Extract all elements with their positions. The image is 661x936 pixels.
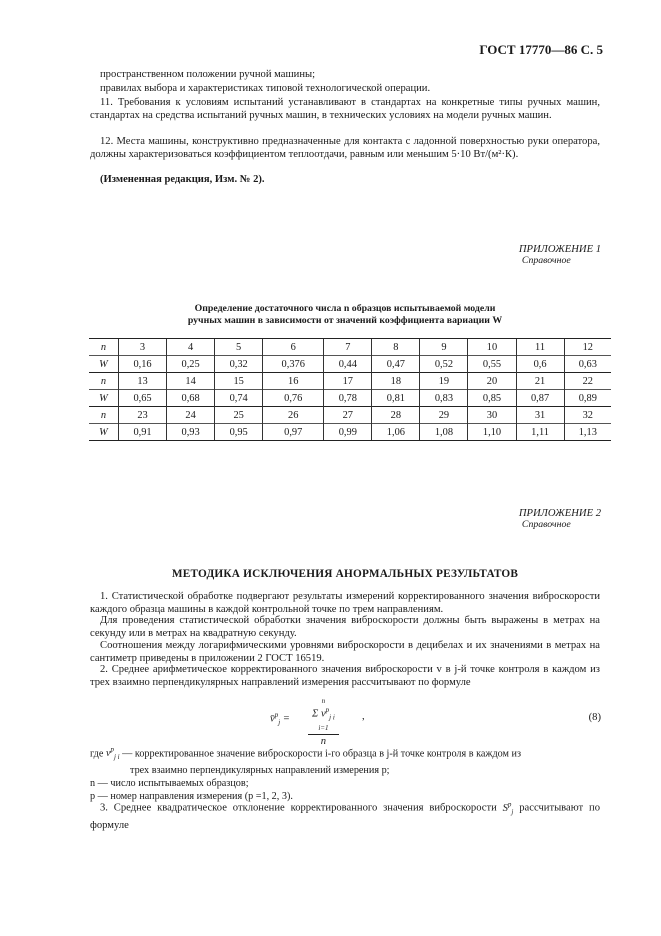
- table-cell: 20: [468, 373, 516, 390]
- table-cell: 29: [420, 407, 468, 424]
- table-cell: 0,76: [263, 390, 324, 407]
- table-cell: 5: [215, 339, 263, 356]
- appendix-2-title: ПРИЛОЖЕНИЕ 2: [518, 508, 601, 519]
- row-label: n: [89, 407, 119, 424]
- legend-v-row-2: трех взаимно перпендикулярных направлений измерения p;: [130, 765, 390, 777]
- table-cell: 0,81: [372, 390, 420, 407]
- table-row: [89, 390, 611, 407]
- table-cell: 15: [215, 373, 263, 390]
- legend-n-row: n — число испытываемых образцов;: [90, 778, 249, 790]
- table-row: [89, 407, 611, 424]
- table-cell: 4: [167, 339, 215, 356]
- table-title-line-2: ручных машин в зависимости от значений коэффициента вариации W: [187, 315, 503, 326]
- row-label: W: [89, 424, 119, 441]
- table-cell: 0,83: [420, 390, 468, 407]
- edit-note: (Измененная редакция, Изм. № 2).: [100, 174, 265, 185]
- table-cell: 0,93: [167, 424, 215, 441]
- table-cell: 1,13: [564, 424, 611, 441]
- table-cell: 27: [324, 407, 372, 424]
- table-cell: 6: [263, 339, 324, 356]
- table-cell: 21: [516, 373, 564, 390]
- formula-legend: [90, 744, 600, 803]
- table-cell: 0,65: [119, 390, 167, 407]
- table-cell: 0,78: [324, 390, 372, 407]
- table-cell: 1,06: [372, 424, 420, 441]
- text-line-2: правилах выбора и характеристиках типовой технологической операции.: [100, 83, 431, 94]
- table-row: [89, 424, 611, 441]
- appendix-1-title: ПРИЛОЖЕНИЕ 1: [518, 244, 601, 255]
- appendix-1-sub: Справочное: [521, 255, 571, 266]
- table-cell: 19: [420, 373, 468, 390]
- legend-v-row: где $v^p_{j i}$ — корректированное значение виброскорости i-го образца в j-й точке контроля в каждом из: [90, 746, 522, 762]
- table-cell: 9: [420, 339, 468, 356]
- table-cell: 23: [119, 407, 167, 424]
- table-cell: 31: [516, 407, 564, 424]
- method-title: МЕТОДИКА ИСКЛЮЧЕНИЯ АНОРМАЛЬНЫХ РЕЗУЛЬТАТОВ: [171, 568, 519, 580]
- table-cell: 0,89: [564, 390, 611, 407]
- table-cell: 13: [119, 373, 167, 390]
- row-label: n: [89, 373, 119, 390]
- table-cell: 0,25: [167, 356, 215, 373]
- table-cell: 24: [167, 407, 215, 424]
- row-label: n: [89, 339, 119, 356]
- table-row: [89, 356, 611, 373]
- table-title-line-1: Определение достаточного числа n образцов испытываемой модели: [194, 303, 496, 314]
- table-cell: 10: [468, 339, 516, 356]
- paragraph-12: 12. Места машины, конструктивно предназначенные для контакта с ладонной поверхностью руки оператора, должны характеризоваться коэффициентом теплоотдачи, равным или меньшим 5·10 Вт/(м²·К).: [90, 136, 600, 160]
- table-cell: 32: [564, 407, 611, 424]
- table-cell: 7: [324, 339, 372, 356]
- table-cell: 26: [263, 407, 324, 424]
- table-cell: 0,97: [263, 424, 324, 441]
- page-header: ГОСТ 17770—86 С. 5: [479, 42, 603, 57]
- legend-p-row: p — номер направления измерения (p =1, 2, 3).: [90, 791, 293, 803]
- table-cell: 12: [564, 339, 611, 356]
- paragraph-11: 11. Требования к условиям испытаний устанавливают в стандартах на конкретные типы ручных машин, стандартах на средства испытаний ручных машин, в технических условиях на модели ручных машин.: [90, 97, 600, 121]
- appendix-1-label: [519, 244, 601, 266]
- sample-count-table: [89, 338, 611, 441]
- table-cell: 1,10: [468, 424, 516, 441]
- table-cell: 1,08: [420, 424, 468, 441]
- table-cell: 0,47: [372, 356, 420, 373]
- table-cell: 8: [372, 339, 420, 356]
- table-cell: 0,85: [468, 390, 516, 407]
- formula-mean: v̄$^p_j$ = n Σ $v^p_{j i}$ i=1 n ,: [270, 697, 365, 747]
- table-cell: 0,99: [324, 424, 372, 441]
- appendix-2-sub: Справочное: [521, 519, 571, 530]
- appendix-2-label: [519, 508, 601, 530]
- table-cell: 0,87: [516, 390, 564, 407]
- table-cell: 11: [516, 339, 564, 356]
- row-label: W: [89, 356, 119, 373]
- table-cell: 0,32: [215, 356, 263, 373]
- table-cell: 0,52: [420, 356, 468, 373]
- method-paragraph-1b: Для проведения статистической обработки значения виброскорости должны быть выражены в метрах на секунду или в метрах на квадратную секунду.: [90, 615, 600, 639]
- table-cell: 0,63: [564, 356, 611, 373]
- table-cell: 0,55: [468, 356, 516, 373]
- table-cell: 0,44: [324, 356, 372, 373]
- method-paragraph-1c: Соотношения между логарифмическими уровнями виброскорости в децибелах и их значениями в метрах на сантиметр приведены в приложении 2 ГОСТ 16519.: [90, 640, 600, 664]
- equation-number: (8): [588, 712, 601, 723]
- table-cell: 0,376: [263, 356, 324, 373]
- method-paragraph-2: 2. Среднее арифметическое корректированного значения виброскорости v в j-й точке контроля в каждом из трех взаимно перпендикулярных направлений измерения рассчитывают по формуле: [90, 664, 600, 688]
- table-cell: 17: [324, 373, 372, 390]
- table-cell: 25: [215, 407, 263, 424]
- method-paragraph-1: 1. Статистической обработке подвергают результаты измерений корректированного значения виброскорости каждого образца машины в каждой контрольной точке по трем направлениям.: [90, 591, 600, 615]
- table-row: [89, 373, 611, 390]
- table-cell: 0,95: [215, 424, 263, 441]
- table-cell: 0,16: [119, 356, 167, 373]
- table-cell: 0,91: [119, 424, 167, 441]
- table-cell: 28: [372, 407, 420, 424]
- table-cell: 0,68: [167, 390, 215, 407]
- table-cell: 18: [372, 373, 420, 390]
- method-paragraph-3: 3. Среднее квадратическое отклонение корректированного значения виброскорости $S^p_j$ рассчитывают по формуле: [90, 800, 600, 831]
- text-line-1: пространственном положении ручной машины;: [100, 69, 316, 80]
- table-cell: 0,74: [215, 390, 263, 407]
- table-row: [89, 339, 611, 356]
- row-label: W: [89, 390, 119, 407]
- table-cell: 1,11: [516, 424, 564, 441]
- table-cell: 0,6: [516, 356, 564, 373]
- table-cell: 30: [468, 407, 516, 424]
- table-cell: 22: [564, 373, 611, 390]
- table-cell: 16: [263, 373, 324, 390]
- table-cell: 14: [167, 373, 215, 390]
- table-cell: 3: [119, 339, 167, 356]
- table-title: [90, 303, 600, 327]
